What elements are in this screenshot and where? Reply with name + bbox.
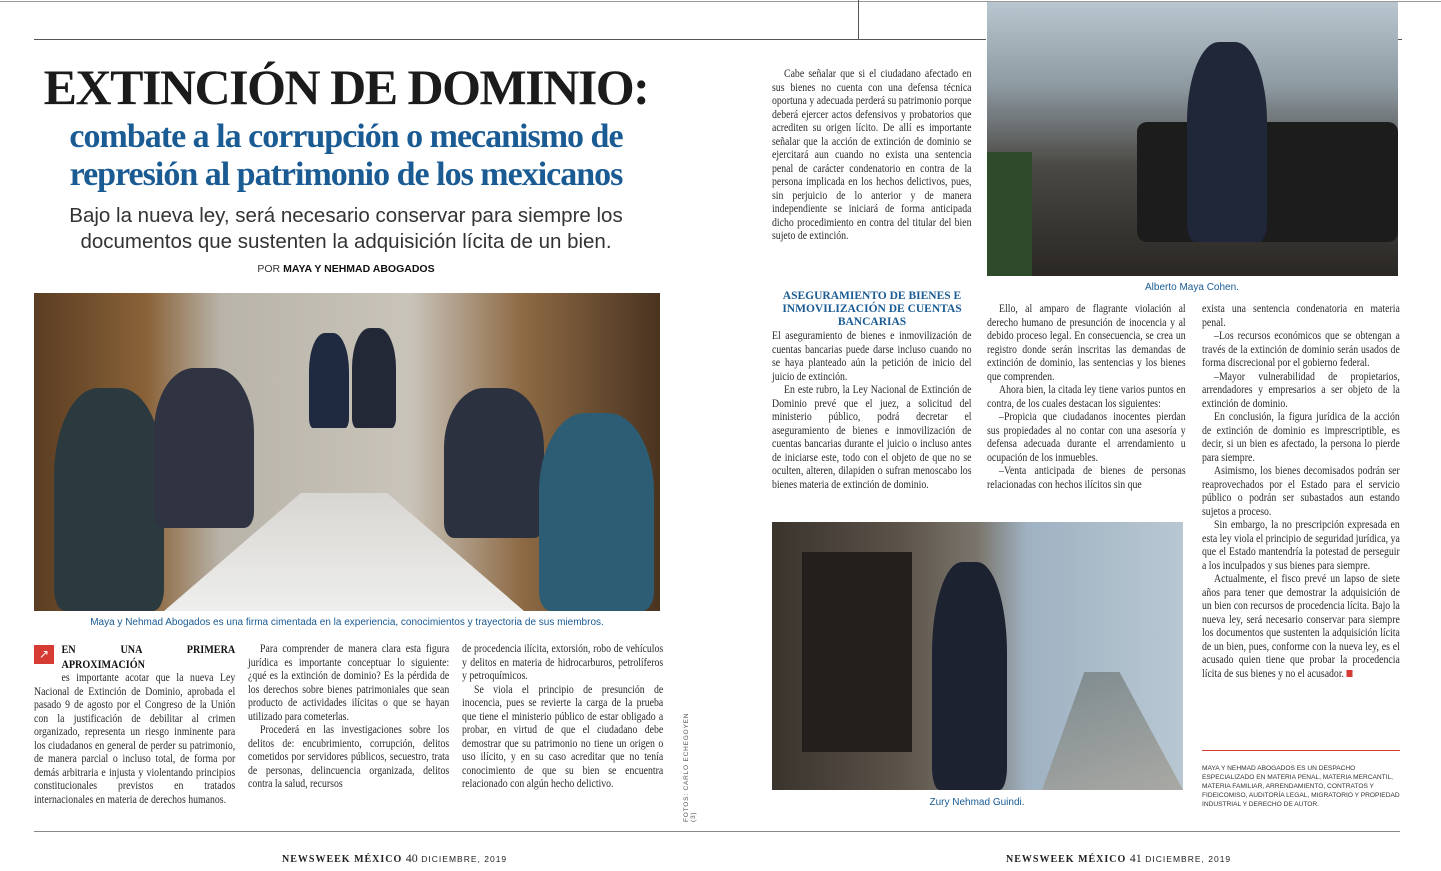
subtitle-line: represión al patrimonio de los mexicanos — [69, 156, 623, 193]
person — [1187, 42, 1267, 242]
paragraph: En conclusión, la figura jurídica de la acción de extinción de dominio es imprescriptible, es decir, si un bien es afectado, la persona lo pierde para siempre. — [1202, 411, 1400, 464]
paragraph: –Propicia que ciudadanos inocentes pierdan sus propiedades al no contar con una asesoría y defensa adecuada durante el arrendamiento u ocupación de los inmuebles. — [987, 411, 1186, 464]
paragraph: Sin embargo, la no prescripción expresada en esta ley viola el principio de seguridad jurídica, ya que el Estado mantendría la potestad de perseguir a los inculpados y sus bienes para siempre. — [1202, 519, 1400, 572]
section-heading: ASEGURAMIENTO DE BIENES E INMOVILIZACIÓN DE CUENTAS BANCARIAS — [782, 290, 962, 328]
paragraph: Asimismo, los bienes decomisados podrán ser reaprovechados por el Estado para el servicio público o podrán ser subastados aun estando sujetos a proceso. — [1202, 465, 1400, 518]
page-number: 41 — [1129, 851, 1142, 865]
paragraph: Se viola el principio de presunción de inocencia, pues se revierte la carga de la prueba que tiene el ministerio público de estar obligado a probar, en virtud de que el ciudadano debe demostrar que su patrimonio no tiene un origen o uso ilícito, y en su caso acreditar que no tenía conocimiento de que su bien se encuentra relacionado con algún hecho delictivo. — [462, 683, 664, 790]
deck-line: documentos que sustenten la adquisición lícita de un bien. — [80, 230, 612, 253]
person — [154, 368, 254, 528]
person — [932, 562, 1007, 790]
header-rule-right — [1398, 39, 1402, 40]
person — [309, 333, 349, 428]
issue-date: DICIEMBRE, 2019 — [421, 854, 508, 864]
lead-in: EN UNA PRIMERA APROXIMACIÓN — [61, 642, 236, 671]
paragraph: Para comprender de manera clara esta figura jurídica es importante conceptuar lo siguiente: ¿qué es la extinción de dominio? Es la pérdida de los derechos sobre bienes patrimoniales que sean producto de actividades ilícitas o que se hayan utilizado para cometerlas. — [248, 643, 450, 723]
header-rule — [34, 39, 986, 40]
byline-authors: MAYA Y NEHMAD ABOGADOS — [283, 263, 435, 275]
sofa — [1137, 122, 1398, 242]
paragraph: El aseguramiento de bienes e inmovilización de cuentas bancarias puede darse incluso cuando no se haya planteado aún la petición de inicio del juicio de extinción. — [772, 330, 972, 383]
deck-line: Bajo la nueva ley, será necesario conservar para siempre los — [69, 204, 623, 227]
bookshelf — [802, 552, 912, 752]
portrait-alberto-maya — [987, 2, 1398, 276]
paragraph: Ahora bien, la citada ley tiene varios puntos en contra, de los cuales destacan los siguientes: — [987, 384, 1186, 410]
person — [54, 388, 164, 611]
paragraph: de procedencia ilícita, extorsión, robo de vehículos y delitos en materia de hidrocarburos, petrolíferos y petroquímicos. — [462, 643, 664, 682]
article-deck — [40, 203, 652, 255]
byline — [34, 263, 658, 275]
article-column-b — [987, 303, 1186, 492]
photo-caption: Alberto Maya Cohen. — [1145, 282, 1239, 293]
article-subtitle — [30, 118, 662, 194]
paragraph-text: Actualmente, el fisco prevé un lapso de siete años para tener que demostrar la adquisición de un bien con recursos de procedencia lícita. Bajo la nueva ley, será necesario conservar para siempre los documentos que sustenten la adquisición lícita de un bien, pues, conforme con la nueva ley, es el acusado quien tiene que probar la procedencia lícita de sus bienes y no el acusador. — [1202, 573, 1400, 680]
article-column-3 — [462, 643, 663, 792]
paragraph: Cabe señalar que si el ciudadano afectado en sus bienes no cuenta con una defensa técnica oportuna y adecuada perderá su patrimonio porque deberá ejercer actos defensivos y probatorios que acrediten su origen lícito. De allí es importante señalar que la acción de extinción de dominio se ejercitará aun cuando no exista una sentencia penal de carácter condenatorio en contra de la persona implicada en los hechos delictivos, pues, sin perjuicio de lo anterior y de manera independiente se iniciará de forma anticipada dicho procedimiento en contra del titular del bien sujeto de extinción. — [772, 68, 972, 242]
paragraph: Ello, al amparo de flagrante violación al derecho humano de presunción de inocencia y al debido proceso legal. En consecuencia, se crea un registro donde serán inscritas las demandas de extinción de dominio, las sentencias y los bienes que comprenden. — [987, 303, 1186, 383]
photo-caption: Zury Nehmad Guindi. — [929, 797, 1025, 808]
portrait-zury-nehmad — [772, 522, 1183, 790]
paragraph: exista una sentencia condenatoria en materia penal. — [1202, 303, 1400, 329]
plant — [987, 152, 1032, 276]
article-column-1 — [34, 643, 235, 807]
footer-rule — [34, 831, 1400, 832]
paragraph: es importante acotar que la nueva Ley Nacional de Extinción de Dominio, aprobada el pasado 9 de agosto por el Congreso de la Unión con la justificación de debilitar al crimen organizado, representa un riesgo inminente para los ciudadanos en general de perder su patrimonio, de manera parcial o incluso total, de forma por demás arbitraria e injusta y violentando principios constitucionales previstos en tratados internacionales en materia de derechos humanos. — [34, 672, 236, 806]
person — [444, 388, 544, 538]
page-number: 40 — [405, 851, 418, 865]
byline-prefix: POR — [257, 263, 281, 275]
article-column-a — [772, 68, 972, 244]
footer-left — [282, 851, 507, 866]
paragraph: En este rubro, la Ley Nacional de Extinción de Dominio prevé que el juez, a solicitud del ministerio público, podrá decretar el aseguramiento de bienes e inmovilización de cuentas bancarias durante el juicio o incluso antes de iniciarse este, todo con el objeto de que no se oculten, alteren, dilapiden o sufran menoscabo los bienes materia de extinción de dominio. — [772, 384, 972, 491]
article-title: EXTINCIÓN DE DOMINIO: — [43, 59, 649, 115]
photo-credit: FOTOS: CARLO ECHEGOYEN (3) — [683, 712, 697, 822]
city-road — [1042, 672, 1183, 790]
subtitle-line: combate a la corrupción o mecanismo de — [69, 118, 623, 155]
magazine-name: NEWSWEEK MÉXICO — [282, 854, 403, 865]
end-mark-icon — [1346, 670, 1352, 677]
article-column-c — [1202, 303, 1400, 681]
paragraph: –Los recursos económicos que se obtengan a través de la extinción de dominio serán usados de forma discrecional por el gobierno federal. — [1202, 330, 1400, 369]
paragraph — [1202, 573, 1400, 681]
article-column-2 — [248, 643, 449, 792]
person — [352, 328, 396, 428]
footer-right — [1006, 851, 1231, 866]
note-rule-red — [1202, 750, 1400, 751]
firm-note: MAYA Y NEHMAD ABOGADOS ES UN DESPACHO ESPECIALIZADO EN MATERIA PENAL, MATERIA MERCANTIL, MATERIA FAMILIAR, ARRENDAMIENTO, CONTRATOS Y FIDEICOMISO, AUDITORÍA LEGAL, MIGRATORIO Y PROPIEDAD INDUSTRIAL Y DERECHO DE AUTOR. — [1202, 765, 1400, 808]
team-photo — [34, 293, 660, 611]
magazine-name: NEWSWEEK MÉXICO — [1006, 854, 1127, 865]
photo-caption: Maya y Nehmad Abogados es una firma cimentada en la experiencia, conocimientos y trayectoria de sus miembros. — [90, 617, 604, 628]
lead-arrow-icon: ↗ — [34, 645, 54, 664]
issue-date: DICIEMBRE, 2019 — [1145, 854, 1232, 864]
person — [539, 413, 654, 611]
article-column-a2 — [772, 330, 972, 492]
paragraph: Procederá en las investigaciones sobre los delitos de: encubrimiento, corrupción, delitos cometidos por servidores públicos, secuestro, trata de personas, delincuencia organizada, delitos contra la salud, recursos — [248, 724, 450, 790]
paragraph: –Venta anticipada de bienes de personas relacionadas con hechos ilícitos sin que — [987, 465, 1186, 491]
header-divider — [858, 0, 859, 39]
paragraph: –Mayor vulnerabilidad de propietarios, arrendadores y empresarios a ser objeto de la extinción de dominio. — [1202, 370, 1400, 410]
